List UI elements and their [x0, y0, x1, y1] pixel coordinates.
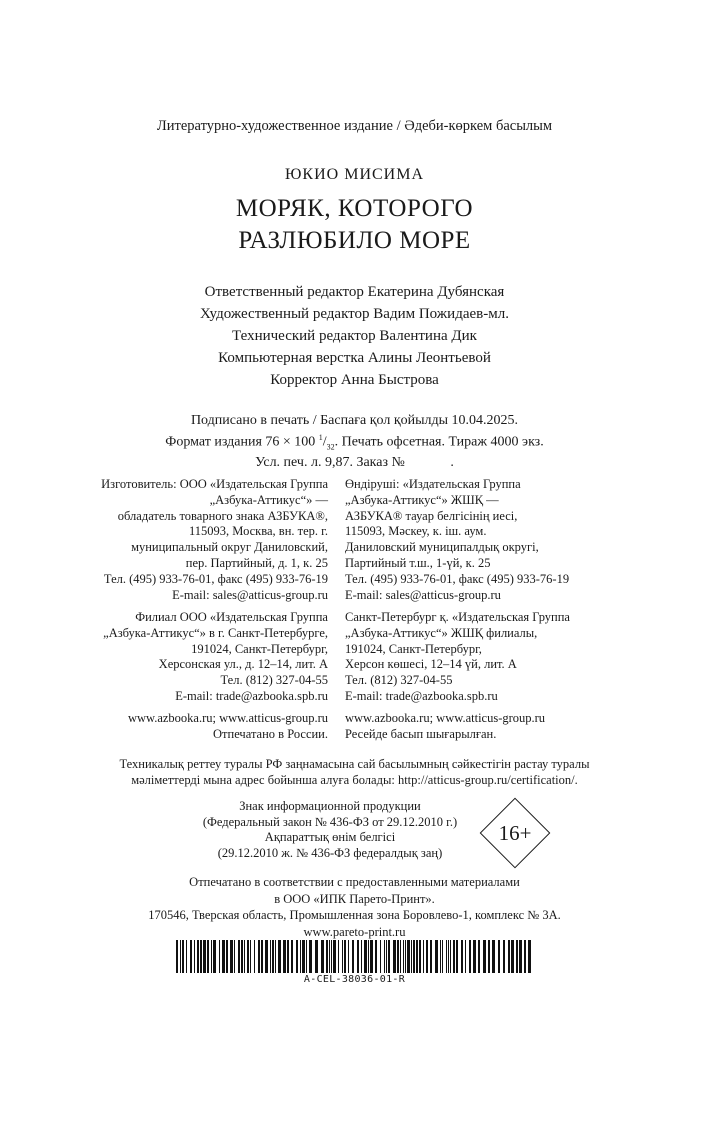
address-line: обладатель товарного знака АЗБУКА®, — [117, 508, 328, 523]
website-line: www.azbooka.ru; www.atticus-group.ru — [345, 711, 546, 725]
print-signing-info — [0, 413, 709, 472]
staff-line: Технический редактор Валентина Дик — [232, 328, 477, 344]
format-line: Формат издания 76 × 100 $^1/_{32}$. Печать офсетная. Тираж 4000 экз. — [165, 432, 544, 451]
address-line: Санкт-Петербург қ. «Издательская Группа — [345, 610, 570, 624]
address-line: 115093, Мәскеу, к. іш. аум. — [345, 524, 487, 539]
info-line: (29.12.2010 ж. № 436-ФЗ федералдық заң) — [217, 845, 443, 860]
format-suffix: . Печать офсетная. Тираж 4000 экз. — [334, 434, 544, 450]
book-title — [0, 193, 709, 257]
info-line: Знак информационной продукции — [239, 799, 421, 813]
printer-line: Отпечатано в соответствии с предоставленными материалами — [189, 875, 520, 889]
web-ru — [128, 711, 328, 743]
address-line: 191024, Санкт-Петербург, — [191, 641, 328, 656]
printed-country: Отпечатано в России. — [213, 726, 328, 741]
address-line: Тел. (495) 933-76-01, факс (495) 933-76-19 — [345, 571, 570, 586]
fraction-numerator: 1 — [318, 432, 323, 442]
title-line: МОРЯК, КОТОРОГО — [235, 195, 474, 222]
website-line: www.azbooka.ru; www.atticus-group.ru — [127, 711, 328, 725]
genre-line: Литературно-художественное издание / Әдеби-көркем басылым — [156, 118, 553, 134]
address-line: Херсонская ул., д. 12–14, лит. А — [158, 657, 328, 672]
manufacturer-kz — [345, 477, 569, 603]
address-line: E-mail: sales@atticus-group.ru — [345, 587, 501, 602]
age-rating-badge — [480, 798, 550, 868]
staff-line: Ответственный редактор Екатерина Дубянская — [204, 284, 505, 300]
author-name: ЮКИО МИСИМА — [284, 166, 424, 183]
address-line: „Азбука-Аттикус“» в г. Санкт-Петербурге, — [103, 625, 328, 640]
address-line: Филиал ООО «Издательская Группа — [135, 610, 328, 624]
printer-line: в ООО «ИПК Парето-Принт». — [274, 891, 435, 906]
address-line: АЗБУКА® тауар белгісінің иесі, — [345, 508, 518, 523]
address-line: пер. Партийный, д. 1, к. 25 — [185, 555, 328, 570]
staff-line: Художественный редактор Вадим Пожидаев-мл. — [200, 306, 509, 322]
address-line: Партийный т.ш., 1-үй, к. 25 — [345, 555, 491, 570]
address-line: Тел. (812) 327-04-55 — [220, 673, 328, 688]
address-line: E-mail: trade@azbooka.spb.ru — [345, 688, 498, 703]
order-line: Усл. печ. л. 9,87. Заказ № . — [255, 455, 454, 471]
editorial-staff — [0, 281, 709, 391]
fraction-denominator: 32 — [326, 441, 335, 451]
address-line: Өндіруші: «Издательская Группа — [345, 477, 521, 491]
manufacturer-ru — [101, 477, 328, 603]
barcode-icon — [176, 940, 533, 973]
address-line: Тел. (495) 933-76-01, факс (495) 933-76-19 — [103, 571, 328, 586]
address-line: E-mail: sales@atticus-group.ru — [172, 587, 328, 602]
cert-line: Техникалық реттеу туралы РФ заңнамасына сай басылымның сәйкестігін растау туралы — [119, 757, 590, 771]
cert-line: мәліметтерді мына адрес бойынша алуға болады: http://atticus-group.ru/certification/. — [131, 773, 578, 787]
certification-note — [0, 756, 709, 788]
address-line: 115093, Москва, вн. тер. г. — [188, 524, 328, 539]
address-line: E-mail: trade@azbooka.spb.ru — [175, 688, 328, 703]
barcode-text: A-CEL-38036-01-R — [303, 974, 406, 985]
address-line: Даниловский муниципалдық округі, — [345, 540, 539, 555]
address-line: Херсон көшесі, 12–14 үй, лит. А — [345, 657, 517, 672]
age-rating-label: 16+ — [498, 820, 532, 845]
staff-line: Компьютерная верстка Алины Леонтьевой — [218, 350, 491, 366]
address-line: „Азбука-Аттикус“» ЖШҚ филиалы, — [345, 625, 538, 640]
printer-line: www.pareto-print.ru — [303, 924, 406, 939]
address-line: Тел. (812) 327-04-55 — [345, 673, 453, 688]
branch-ru — [103, 610, 328, 705]
info-line: (Федеральный закон № 436-ФЗ от 29.12.2010 г.) — [202, 814, 458, 829]
address-line: муниципальный округ Даниловский, — [131, 540, 328, 555]
branch-kz — [345, 610, 570, 705]
printer-info — [0, 874, 709, 940]
format-prefix: Формат издания 76 × 100 — [165, 434, 319, 450]
web-kz — [345, 711, 545, 743]
title-line: РАЗЛЮБИЛО МОРЕ — [238, 227, 471, 254]
staff-line: Корректор Анна Быстрова — [270, 372, 439, 388]
printer-line: 170546, Тверская область, Промышленная зона Боровлево-1, комплекс № 3А. — [148, 908, 561, 922]
signing-date: Подписано в печать / Баспаға қол қойылды 10.04.2025. — [190, 413, 519, 428]
address-line: „Азбука-Аттикус“» ЖШҚ — — [345, 492, 499, 507]
address-line: Изготовитель: ООО «Издательская Группа — [101, 477, 328, 491]
information-mark — [195, 799, 465, 861]
info-line: Ақпараттық өнім белгісі — [264, 830, 396, 844]
address-line: 191024, Санкт-Петербург, — [345, 641, 482, 656]
printed-country: Ресейде басып шығарылған. — [345, 726, 497, 741]
address-line: „Азбука-Аттикус“» — — [209, 492, 328, 507]
